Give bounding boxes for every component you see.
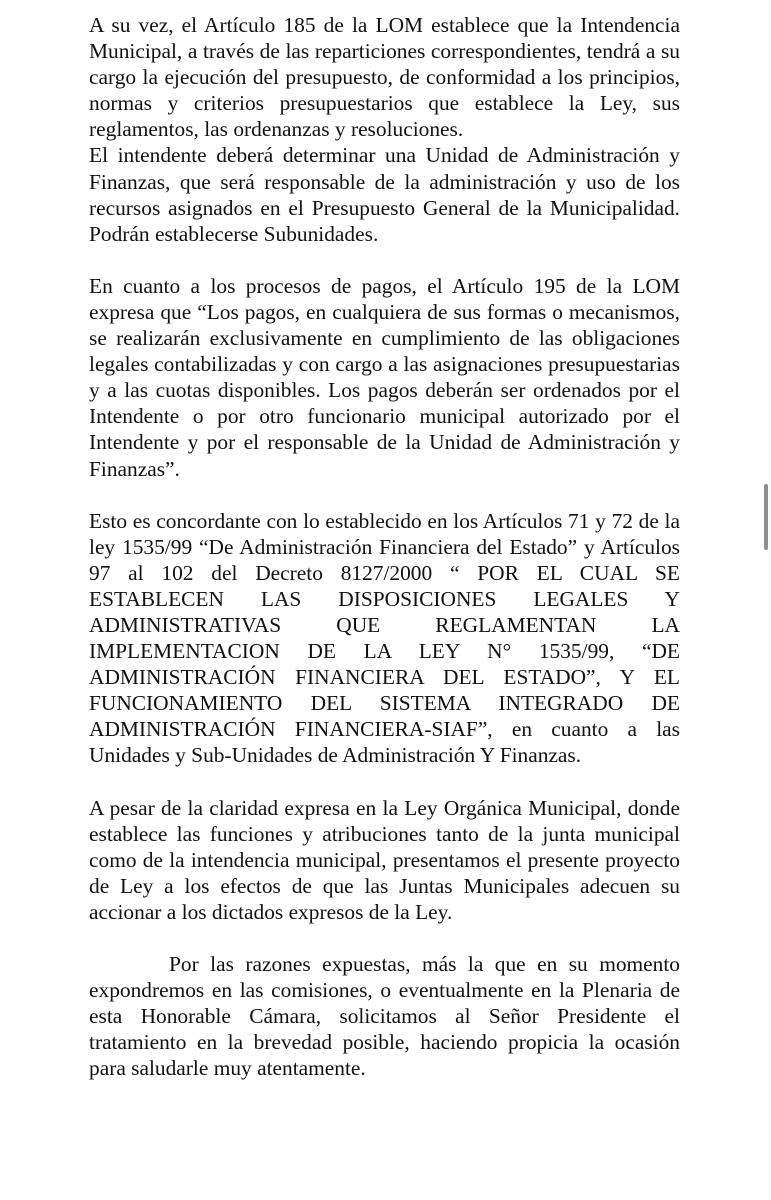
paragraph-ley-organica: A pesar de la claridad expresa en la Ley Orgánica Municipal, donde establece las funciones y atribuciones tanto de la junta municipal como de la intendencia municipal, presentamos el presente proyecto de Ley a los efectos de que las Juntas Municipales adecuen su accionar a los dictados expresos de la Ley. — [89, 795, 680, 924]
paragraph-ley-1535: Esto es concordante con lo establecido en los Artículos 71 y 72 de la ley 1535/99 “De Administración Financiera del Estado” y Artículos 97 al 102 del Decreto 8127/2000 “ POR EL CUAL SE ESTABLECEN LAS DISPOSICIONES LEGALES Y ADMINISTRATIVAS QUE REGLAMENTAN LA IMPLEMENTACION DE LA LEY N° 1535/99, “DE ADMINISTRACIÓN FINANCIERA DEL ESTADO”, Y EL FUNCIONAMIENTO DEL SISTEMA INTEGRADO DE ADMINISTRACIÓN FINANCIERA-SIAF”, en cuanto a las Unidades y Sub-Unidades de Administración Y Finanzas. — [89, 508, 680, 768]
paragraph-article-195: En cuanto a los procesos de pagos, el Artículo 195 de la LOM expresa que “Los pagos, en cualquiera de sus formas o mecanismos, se realizarán exclusivamente en cumplimiento de las obligaciones legales contabilizadas y con cargo a las asignaciones presupuestarias y a las cuotas disponibles. Los pagos deberán ser ordenados por el Intendente o por otro funcionario municipal autorizado por el Intendente y por el responsable de la Unidad de Administración y Finanzas”. — [89, 273, 680, 481]
paragraph-article-185: A su vez, el Artículo 185 de la LOM establece que la Intendencia Municipal, a través de las reparticiones correspondientes, tendrá a su cargo la ejecución del presupuesto, de conformidad a los principios, normas y criterios presupuestarios que establece la Ley, sus reglamentos, las ordenanzas y resoluciones. — [89, 13, 680, 142]
document-body — [89, 12, 680, 1081]
paragraph-closing: Por las razones expuestas, más la que en su momento expondremos en las comisiones, o eventualmente en la Plenaria de esta Honorable Cámara, solicitamos al Señor Presidente el tratamiento en la brevedad posible, haciendo propicia la ocasión para saludarle muy atentamente. — [89, 952, 680, 1081]
scrollbar-thumb[interactable] — [764, 484, 768, 550]
paragraph-unidad-administracion: El intendente deberá determinar una Unidad de Administración y Finanzas, que será responsable de la administración y uso de los recursos asignados en el Presupuesto General de la Municipalidad. Podrán establecerse Subunidades. — [89, 143, 680, 246]
